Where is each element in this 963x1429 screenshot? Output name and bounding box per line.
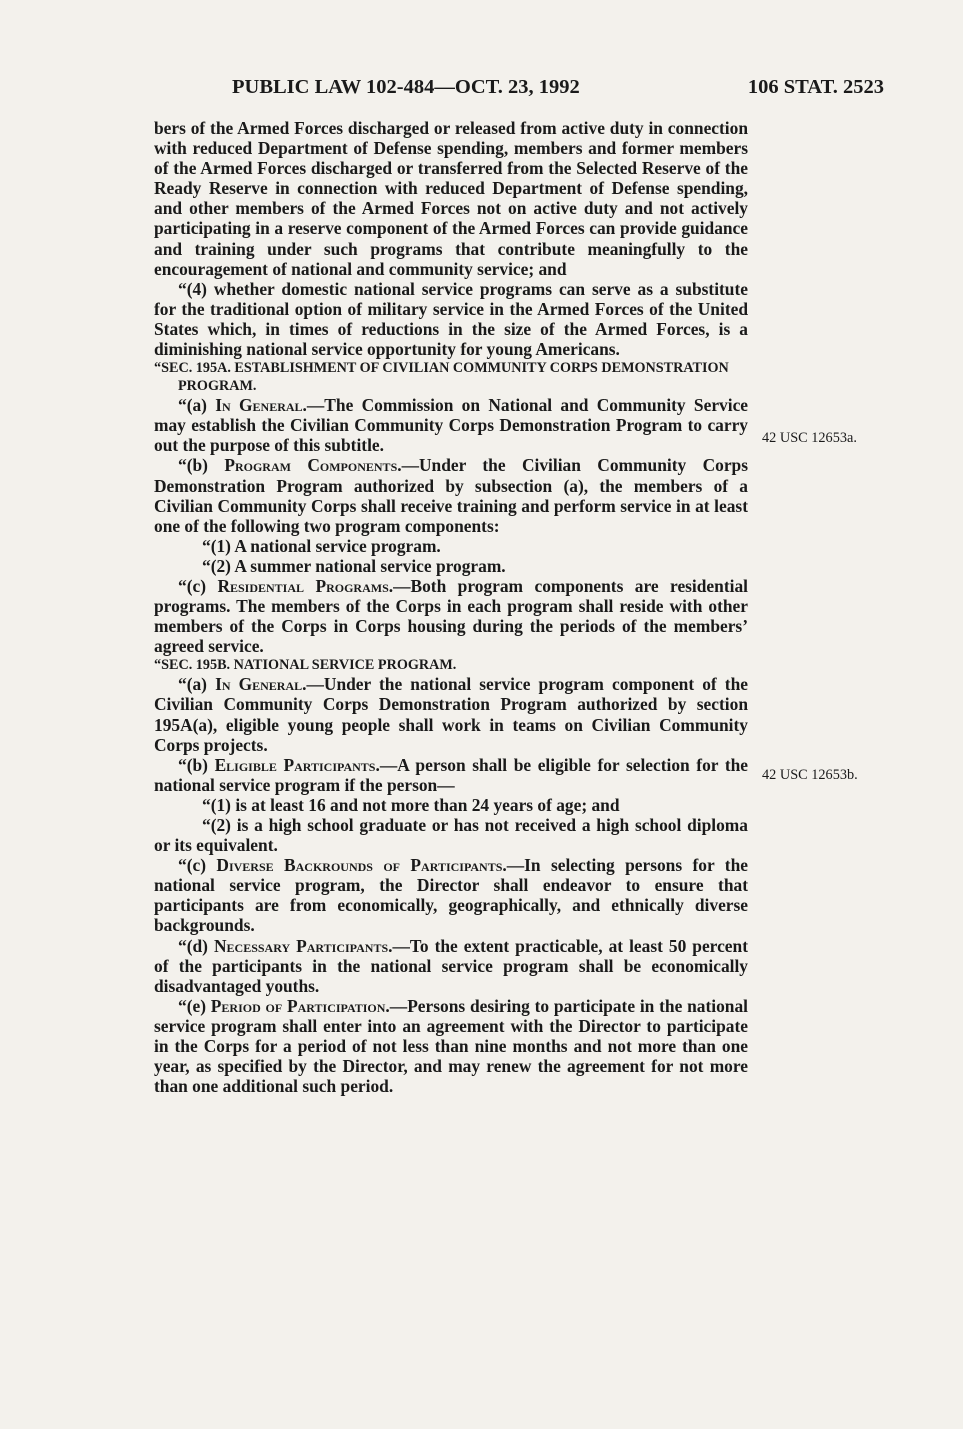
- paragraph-continued: bers of the Armed Forces discharged or released from active duty in connection with reduced Department of Defense spending, members and former members of the Armed Forces discharged or transferred from the Selected Reserve of the Ready Reserve in connection with reduced Department of Defense spending, and other members of the Armed Forces not on active duty and not actively participating in a reserve component of the Armed Forces can provide guidance and training under such programs that contribute meaningfully to the encouragement of national and community service; and: [154, 118, 748, 279]
- paragraph-4: “(4) whether domestic national service programs can serve as a substitute for the traditional option of military service in the Armed Forces of the United States which, in times of reductions in the size of the Armed Forces, is a diminishing national service opportunity for young Americans.: [154, 278, 748, 360]
- subsection-195b-a-caption: In General.: [215, 674, 307, 695]
- subsection-195b-e: “(e) Period of Participation.—Persons desiring to participate in the national service program shall enter into an agreement with the Director to participate in the Corps for a period of not less than nine months and not more than one year, as specified by the Director, and may renew the agreement for not more than one additional such period.: [154, 995, 748, 1097]
- page-body: [154, 118, 748, 1096]
- subsection-a: “(a) In General.—The Commission on National and Community Service may establish the Civilian Community Corps Demonstration Program to carry out the purpose of this subtitle.: [154, 395, 749, 456]
- subsection-195b-a: “(a) In General.—Under the national service program component of the Civilian Community Corps Demonstration Program authorized by section 195A(a), eligible young people shall work in teams on Civilian Community Corps projects.: [154, 674, 748, 755]
- subsection-195b-d: “(d) Necessary Participants.—To the extent practicable, at least 50 percent of the participants in the national service program shall be economically disadvantaged youths.: [154, 935, 748, 996]
- section-heading-195a: “SEC. 195A. ESTABLISHMENT OF CIVILIAN COMMUNITY CORPS DEMONSTRATION PROGRAM.: [154, 360, 729, 395]
- header-stat-page: 106 STAT. 2523: [747, 76, 884, 98]
- subsection-a-caption: In General.: [215, 395, 307, 416]
- paragraph-b1: “(1) A national service program.: [202, 535, 441, 556]
- subsection-195b-c-caption: Diverse Backrounds of Participants.: [216, 855, 507, 876]
- margin-note-195b: 42 USC 12653b.: [762, 767, 858, 783]
- subsection-195b-c: “(c) Diverse Backrounds of Participants.—In selecting persons for the national service program, the Director shall endeavor to ensure that participants are from economically, geographically, and ethnically diverse backgrounds.: [154, 855, 748, 936]
- subsection-195b-b-caption: Eligible Participants.: [214, 754, 380, 775]
- subsection-c: “(c) Residential Programs.—Both program components are residential programs. The members of the Corps in each program shall reside with other members of the Corps in Corps housing during the periods of the members’ agreed service.: [154, 575, 748, 657]
- paragraph-195b-b2: “(2) is a high school graduate or has not received a high school diploma or its equivalent.: [154, 815, 748, 856]
- subsection-b-caption: Program Components.: [224, 455, 402, 476]
- section-heading-195b: “SEC. 195B. NATIONAL SERVICE PROGRAM.: [154, 657, 457, 674]
- subsection-b: “(b) Program Components.—Under the Civilian Community Corps Demonstration Program authorized by subsection (a), the members of a Civilian Community Corps shall receive training and perform service in at least one of the following two program components:: [154, 455, 748, 536]
- paragraph-195b-b1: “(1) is at least 16 and not more than 24 years of age; and: [202, 794, 620, 815]
- margin-note-195a: 42 USC 12653a.: [762, 430, 857, 446]
- subsection-195b-b: “(b) Eligible Participants.—A person shall be eligible for selection for the national service program if the person—: [154, 754, 748, 795]
- paragraph-b2: “(2) A summer national service program.: [202, 555, 506, 576]
- subsection-195b-d-caption: Necessary Participants.: [213, 935, 393, 956]
- subsection-195b-e-caption: Period of Participation.: [210, 995, 390, 1016]
- subsection-c-caption: Residential Programs.: [217, 575, 394, 596]
- header-title: PUBLIC LAW 102-484—OCT. 23, 1992: [232, 76, 580, 98]
